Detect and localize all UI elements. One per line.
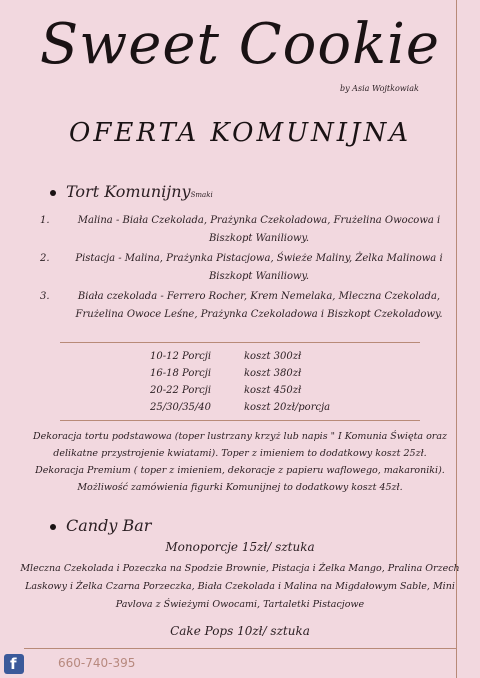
phone-number[interactable]: 660-740-395 xyxy=(58,656,136,670)
offer-title: OFERTA KOMUNIJNA xyxy=(69,118,411,148)
divider xyxy=(60,420,420,421)
bullet-icon xyxy=(50,524,56,530)
monoporcje-price: Monoporcje 15zł/ sztuka xyxy=(165,540,315,554)
table-row xyxy=(150,365,410,382)
section-tort-title: Tort Komunijny xyxy=(66,182,191,201)
section-tort-heading xyxy=(50,182,213,201)
note-line: Możliwość zamówienia figurki Komunijnej to dodatkowy koszt 45zł. xyxy=(77,482,403,493)
cake-pops-price: Cake Pops 10zł/ sztuka xyxy=(170,624,310,638)
list-item-text: Pistacja - Malina, Prażynka Pistacjowa, Świeże Maliny, Żelka Malinowa i Biszkopt Waniliowy. xyxy=(75,253,443,282)
brand-logo: Sweet Cookie xyxy=(39,12,441,77)
note-line: Dekoracja Premium ( toper z imieniem, dekoracje z papieru waflowego, makaroniki). xyxy=(35,465,445,476)
price-value: koszt 20zł/porcja xyxy=(244,402,331,413)
divider xyxy=(60,342,420,343)
list-item xyxy=(40,212,460,248)
list-item-text: Biała czekolada - Ferrero Rocher, Krem Nemelaka, Mleczna Czekolada, Frużelina Owoce Leśne, Prażynka Czekoladowa i Biszkopt Czekoladowy. xyxy=(75,291,443,320)
price-size: 16-18 Porcji xyxy=(150,368,212,379)
list-item-number: 1. xyxy=(40,215,50,226)
decoration-notes xyxy=(20,428,460,496)
section-candy-heading xyxy=(50,516,151,535)
bullet-icon xyxy=(50,190,56,196)
price-value: koszt 450zł xyxy=(244,385,302,396)
frame-line-horizontal xyxy=(24,648,456,649)
price-value: koszt 380zł xyxy=(244,368,302,379)
facebook-icon[interactable]: f xyxy=(4,654,24,674)
price-table xyxy=(150,348,410,416)
price-size: 10-12 Porcji xyxy=(150,351,212,362)
price-size: 25/30/35/40 xyxy=(150,402,212,413)
section-candy-title: Candy Bar xyxy=(66,516,152,535)
table-row xyxy=(150,348,410,365)
candy-bar-description: Mleczna Czekolada i Pozeczka na Spodzie Brownie, Pistacja i Żelka Mango, Pralina Orzech Laskowy i Żelka Czarna Porzeczka, Biała Czekolada i Malina na Migdałowym Sable, Mini Pavlova z Świeżymi Owocami, Tartaletki Pistacjowe xyxy=(20,563,460,610)
list-item xyxy=(40,250,460,286)
price-value: koszt 300zł xyxy=(244,351,302,362)
list-item-text: Malina - Biała Czekolada, Prażynka Czekoladowa, Frużelina Owocowa i Biszkopt Waniliowy. xyxy=(77,215,441,244)
section-tort-suffix: Smaki xyxy=(190,191,213,199)
table-row xyxy=(150,382,410,399)
brand-byline: by Asia Wojtkowiak xyxy=(340,84,419,93)
list-item xyxy=(40,288,460,324)
list-item-number: 2. xyxy=(40,253,50,264)
table-row xyxy=(150,399,410,416)
list-item-number: 3. xyxy=(40,291,50,302)
note-line: Dekoracja tortu podstawowa (toper lustrzany krzyż lub napis " I Komunia Święta oraz delikatne przystrojenie kwiatami). Toper z imieniem to dodatkowy koszt 25zł. xyxy=(32,431,448,459)
flavor-list xyxy=(40,212,460,326)
price-size: 20-22 Porcji xyxy=(150,385,212,396)
